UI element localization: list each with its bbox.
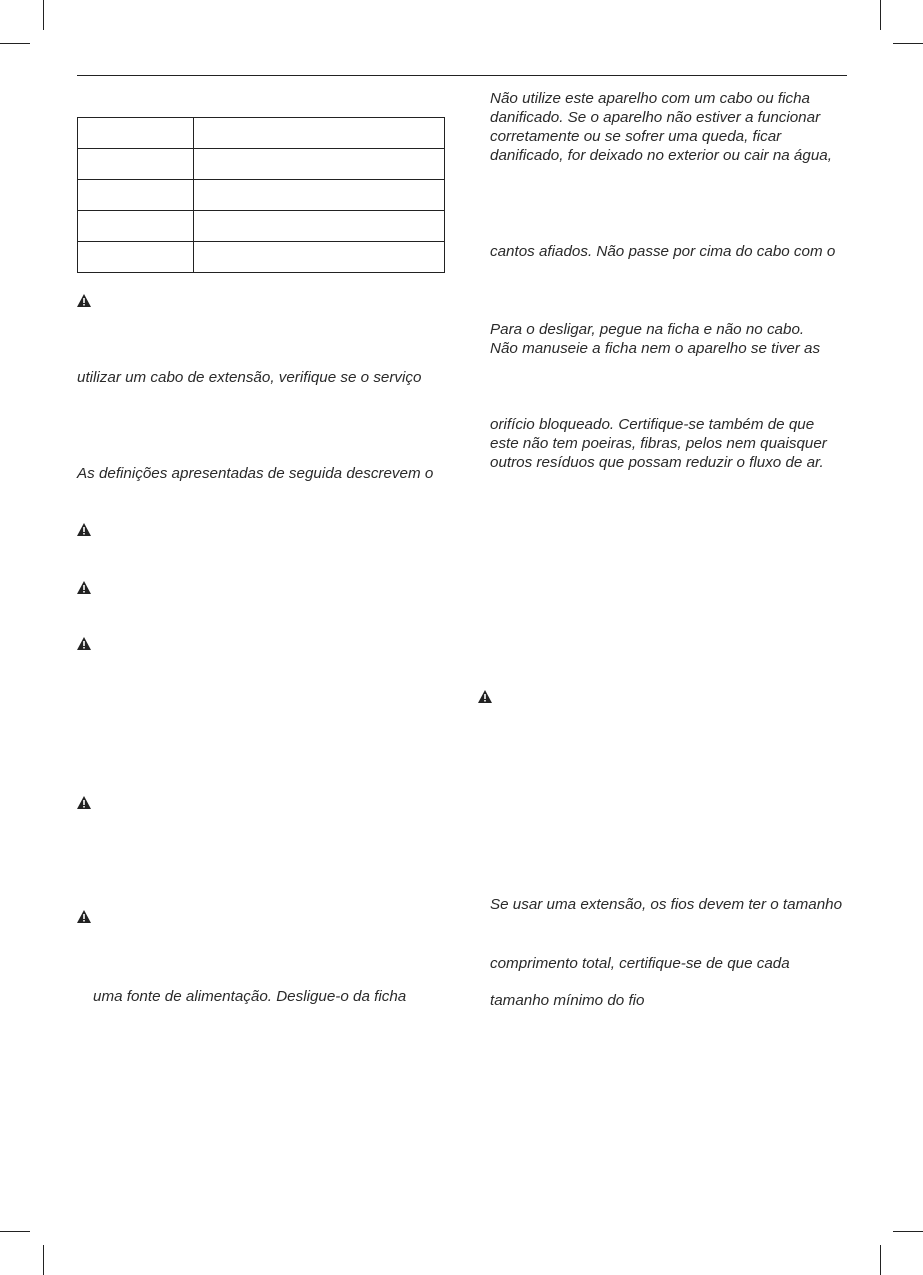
body-text: este não tem poeiras, fibras, pelos nem quaisquer (490, 435, 827, 452)
crop-mark (893, 1231, 923, 1232)
warning-triangle-icon (77, 637, 91, 650)
header-rule (77, 75, 847, 76)
body-text: outros resíduos que possam reduzir o fluxo de ar. (490, 454, 824, 471)
body-text: danificado, for deixado no exterior ou cair na água, (490, 147, 832, 164)
body-text: Não utilize este aparelho com um cabo ou ficha (490, 90, 810, 107)
body-text: comprimento total, certifique-se de que cada (490, 955, 790, 972)
crop-mark (43, 0, 44, 30)
crop-mark (0, 1231, 30, 1232)
body-text: Não manuseie a ficha nem o aparelho se tiver as (490, 340, 821, 357)
body-text: utilizar um cabo de extensão, verifique se o serviço (77, 369, 422, 386)
body-text: cantos afiados. Não passe por cima do cabo com o (490, 243, 836, 260)
warning-triangle-icon (77, 523, 91, 536)
crop-mark (43, 1245, 44, 1275)
body-text: Para o desligar, pegue na ficha e não no cabo. (490, 321, 805, 338)
body-text: corretamente ou se sofrer uma queda, ficar (490, 128, 782, 145)
body-text: tamanho mínimo do fio (490, 992, 645, 1009)
body-text: danificado. Se o aparelho não estiver a funcionar (490, 109, 821, 126)
crop-mark (880, 1245, 881, 1275)
table-row (78, 180, 445, 211)
body-text: As definições apresentadas de seguida descrevem o (77, 465, 434, 482)
warning-triangle-icon (77, 294, 91, 307)
body-text: Se usar uma extensão, os fios devem ter o tamanho (490, 896, 843, 913)
table-row (78, 118, 445, 149)
warning-triangle-icon (77, 581, 91, 594)
warning-triangle-icon (77, 910, 91, 923)
table-row (78, 211, 445, 242)
warning-triangle-icon (77, 796, 91, 809)
table-row (78, 242, 445, 273)
table-row (78, 149, 445, 180)
body-text: orifício bloqueado. Certifique-se também de que (490, 416, 815, 433)
warning-triangle-icon (478, 690, 492, 703)
crop-mark (893, 43, 923, 44)
crop-mark (880, 0, 881, 30)
spec-table (77, 117, 445, 273)
crop-mark (0, 43, 30, 44)
body-text: uma fonte de alimentação. Desligue-o da ficha (93, 988, 407, 1005)
